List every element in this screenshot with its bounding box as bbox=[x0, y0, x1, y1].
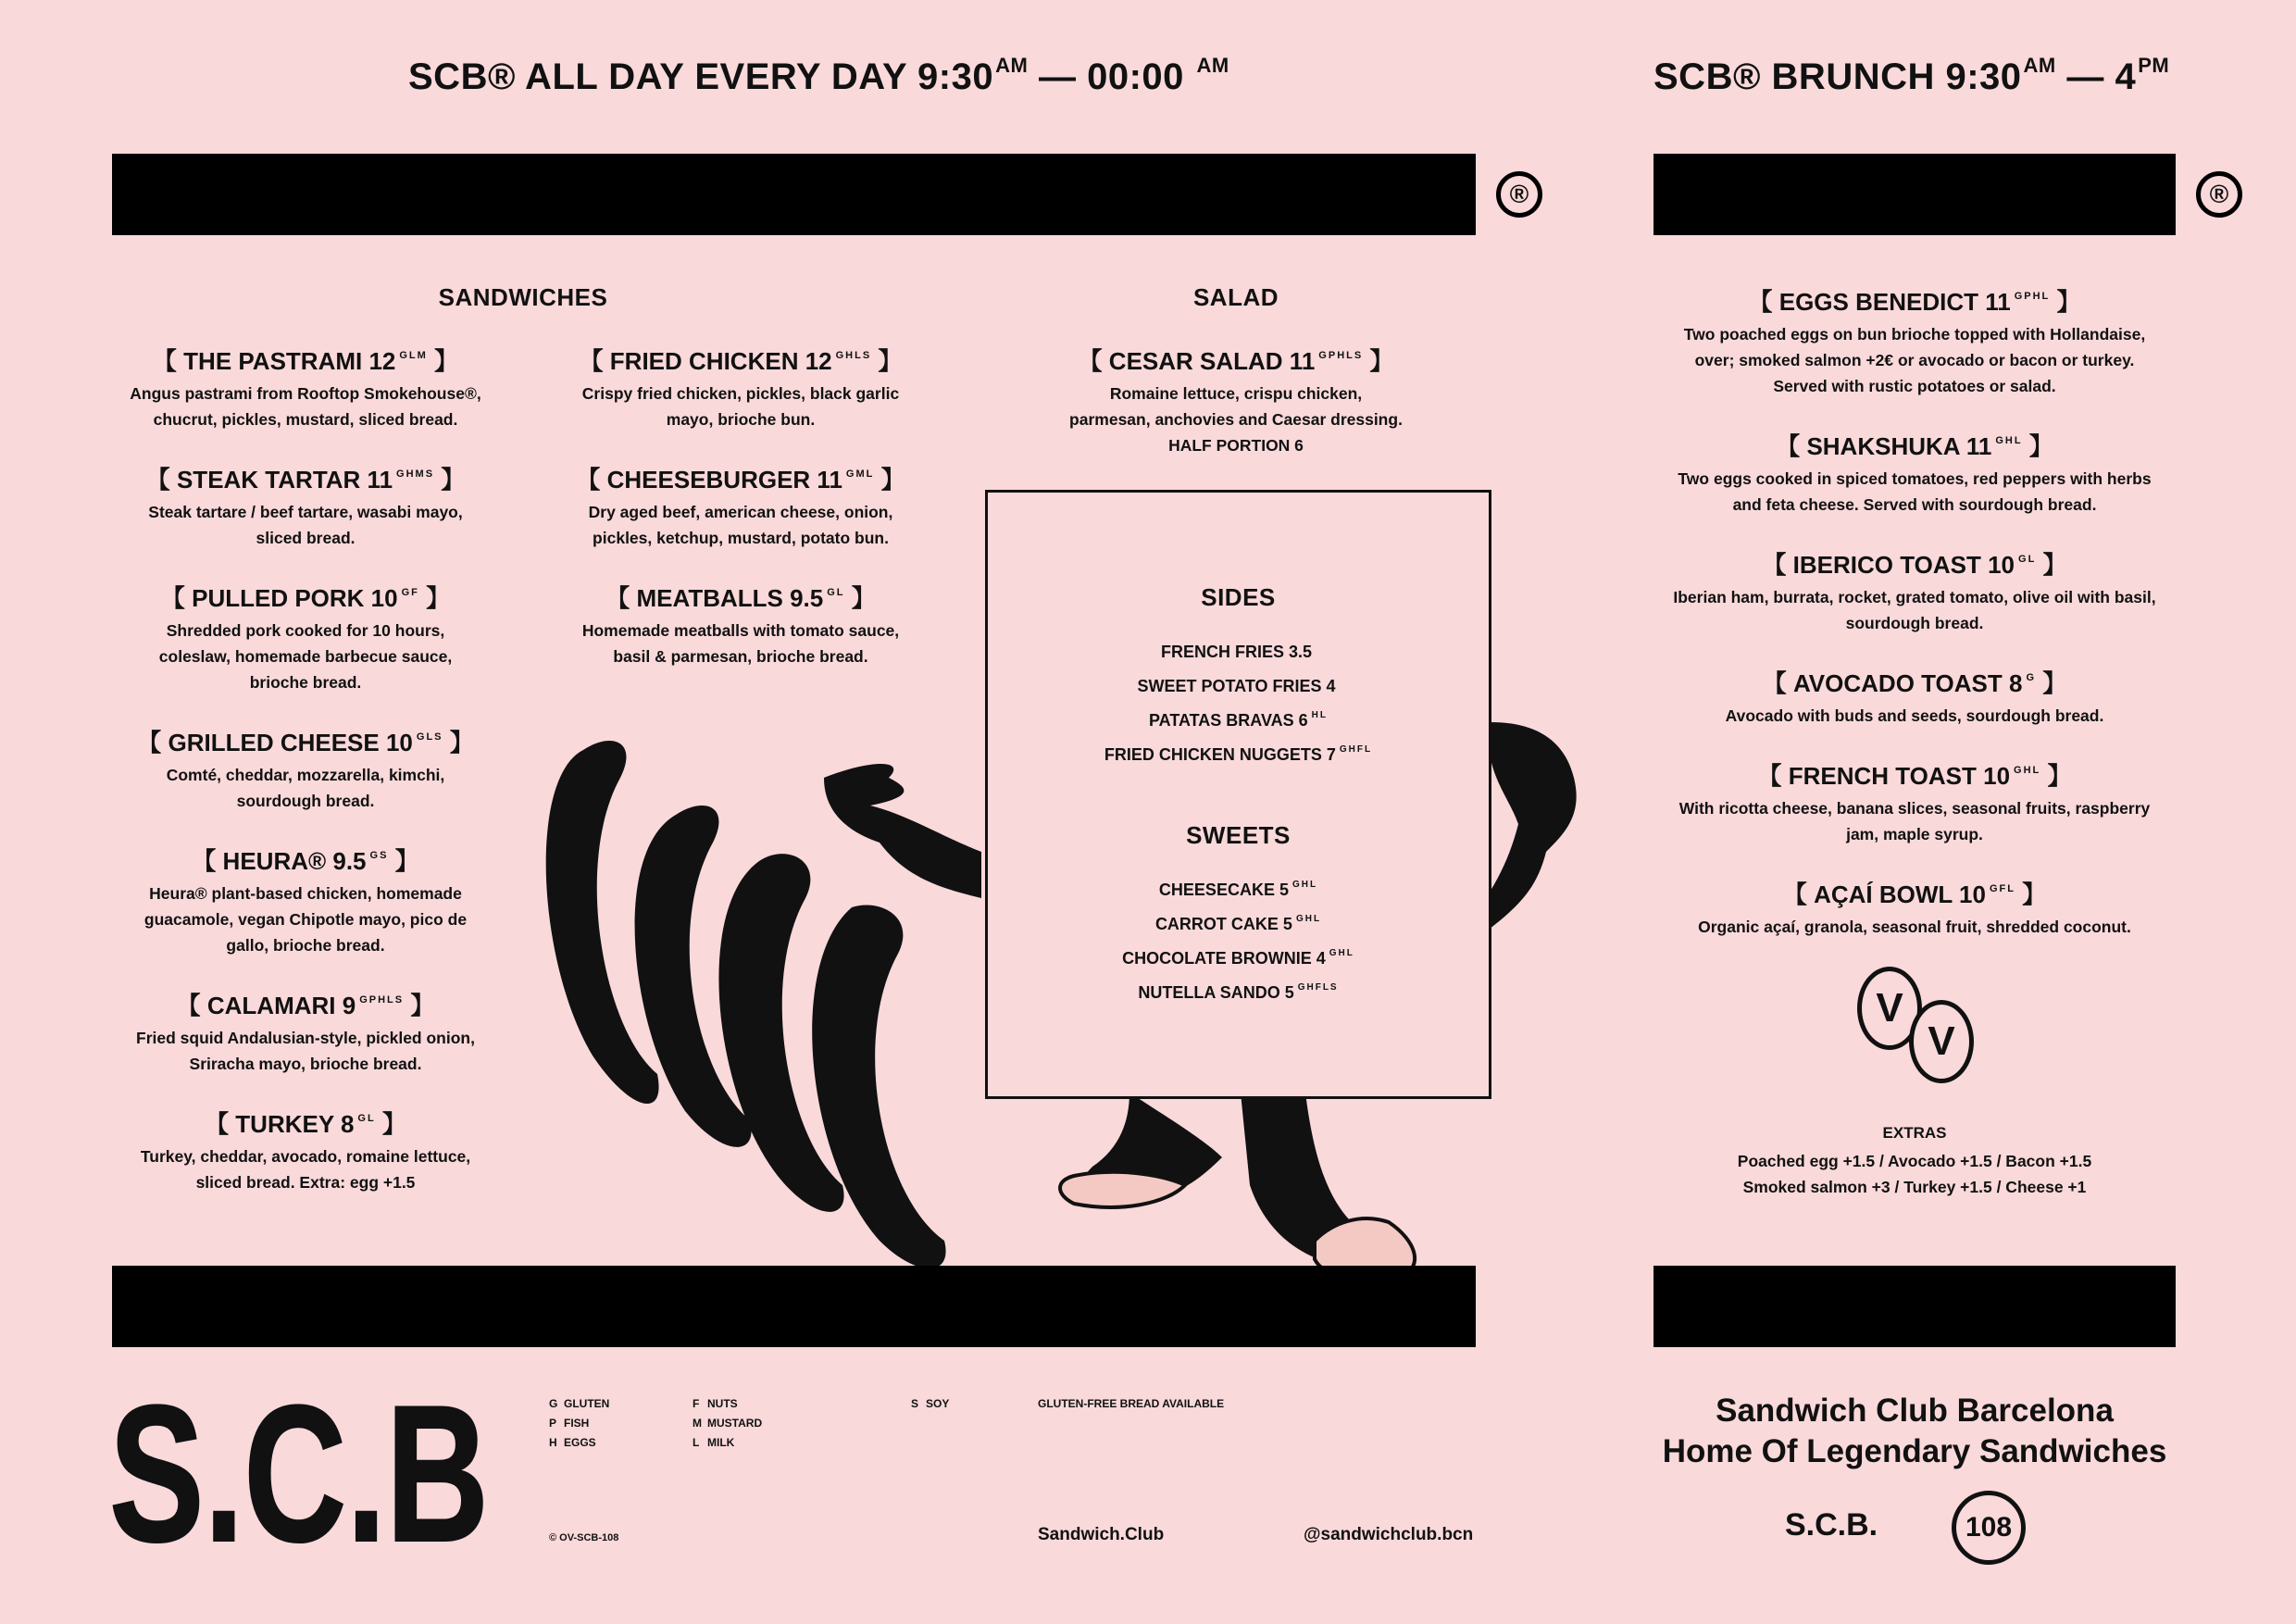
list-item: CHOCOLATE BROWNIE 4 $^{GHL}$ bbox=[1122, 948, 1354, 968]
extras-line: Poached egg +1.5 / Avocado +1.5 / Bacon +1.5 bbox=[1737, 1152, 2092, 1170]
list-item: FRIED CHICKEN NUGGETS 7 $^{GHFL}$ bbox=[1104, 744, 1373, 764]
menu-item: 【 CALAMARI 9 $^{GPHLS}$ 】 Fried squid Andalusian-style, pickled onion, Sriracha mayo, brioche bread. bbox=[136, 992, 475, 1073]
allergen-legend-col1: G GLUTEN P FISH H EGGS bbox=[549, 1397, 610, 1449]
brand-short: S.C.B. bbox=[1785, 1507, 1878, 1543]
extras-title: EXTRAS bbox=[1882, 1124, 1947, 1142]
motion-swirl-4 bbox=[812, 905, 945, 1268]
scb-logo bbox=[109, 1393, 498, 1559]
menu-item: 【 TURKEY 8 $^{GL}$ 】 Turkey, cheddar, avocado, romaine lettuce, sliced bread. Extra: egg +1.5 bbox=[140, 1110, 471, 1192]
list-item: CARROT CAKE 5 $^{GHL}$ bbox=[1154, 914, 1322, 933]
sides-list bbox=[988, 632, 1489, 769]
menu-item: 【 STEAK TARTAR 11 $^{GHMS}$ 】 Steak tartare / beef tartare, wasabi mayo, sliced bread. bbox=[145, 466, 466, 547]
left-hand bbox=[824, 764, 981, 898]
number-badge: 108 bbox=[1952, 1491, 2026, 1565]
registered-mark-icon: ® bbox=[1496, 171, 1542, 218]
gluten-free-note: GLUTEN-FREE BREAD AVAILABLE bbox=[1038, 1397, 1225, 1410]
all-day-title: SCB® ALL DAY EVERY DAY $9:30^{AM}$ — 00:00 $^{AM}$ bbox=[408, 54, 1229, 97]
list-item: SWEET POTATO FRIES 4 bbox=[1137, 677, 1336, 695]
menu-item: 【 CHEESEBURGER 11 $^{GML}$ 】 Dry aged beef, american cheese, onion, pickles, ketchup, mustard, potato bun. bbox=[576, 466, 905, 547]
website-link[interactable]: Sandwich.Club bbox=[1038, 1525, 1165, 1544]
menu-item: 【 AÇAÍ BOWL 10 $^{GFL}$ 】 Organic açaí, granola, seasonal fruit, shredded coconut. bbox=[1698, 881, 2131, 936]
menu-item: 【 AVOCADO TOAST 8 $^G$ 】 Avocado with buds and seeds, sourdough bread. bbox=[1725, 669, 2104, 725]
list-item: NUTELLA SANDO 5 $^{GHFLS}$ bbox=[1138, 982, 1339, 1002]
menu-item: 【 PULLED PORK 10 $^{GF}$ 】 Shredded pork cooked for 10 hours, coleslaw, homemade barbecue sauce, brioche bread. bbox=[158, 584, 453, 692]
sides-sweets-box bbox=[985, 490, 1491, 1099]
menu-item: 【 THE PASTRAMI 12 $^{GLM}$ 】 Angus pastrami from Rooftop Smokehouse®, chucrut, pickles, mustard, sliced bread. bbox=[130, 347, 481, 429]
menu-item-salad: 【 CESAR SALAD 11 $^{GPHLS}$ 】 Romaine lettuce, crispu chicken, parmesan, anchovies and Caesar dressing. HALF PORTION 6 bbox=[1069, 347, 1403, 455]
sweets-title: SWEETS bbox=[1186, 821, 1291, 849]
list-item: FRENCH FRIES 3.5 bbox=[1160, 643, 1313, 661]
left-foot bbox=[1060, 1172, 1185, 1207]
sandwiches-title: SANDWICHES bbox=[438, 283, 608, 311]
vegan-v-icon: V bbox=[1857, 967, 1922, 1050]
list-item: CHEESECAKE 5 $^{GHL}$ bbox=[1158, 880, 1318, 899]
allergen-legend-col3: S SOY bbox=[911, 1397, 950, 1410]
menu-item: 【 FRENCH TOAST 10 $^{GHL}$ 】 With ricotta cheese, banana slices, seasonal fruits, raspberry jam, maple syrup. bbox=[1678, 762, 2151, 843]
copyright-code: © OV-SCB-108 bbox=[549, 1532, 619, 1543]
bottom-bar-left bbox=[112, 1266, 1476, 1347]
list-item: PATATAS BRAVAS 6 $^{HL}$ bbox=[1148, 710, 1328, 730]
extras-line: Smoked salmon +3 / Turkey +1.5 / Cheese +1 bbox=[1742, 1178, 2087, 1196]
top-bar-left bbox=[112, 154, 1476, 235]
menu-item: 【 FRIED CHICKEN 12 $^{GHLS}$ 】 Crispy fried chicken, pickles, black garlic mayo, brioche bun. bbox=[579, 347, 903, 429]
menu-item: 【 EGGS BENEDICT 11 $^{GPHL}$ 】 Two poached eggs on bun brioche topped with Hollandaise, over; smoked salmon +2€ or avocado or bacon or turkey. Served with rustic potatoes or salad. bbox=[1683, 288, 2146, 395]
menu-item: 【 GRILLED CHEESE 10 $^{GLS}$ 】 Comté, cheddar, mozzarella, kimchi, sourdough bread. bbox=[137, 729, 474, 810]
vegetarian-v-icon: V bbox=[1909, 1000, 1974, 1083]
menu-item: 【 SHAKSHUKA 11 $^{GHL}$ 】 Two eggs cooked in spiced tomatoes, red peppers with herbs and feta cheese. Served with sourdough bread. bbox=[1678, 432, 2152, 514]
extras-block bbox=[1653, 1124, 2176, 1200]
menu-item: 【 HEURA® 9.5 $^{GS}$ 】 Heura® plant-based chicken, homemade guacamole, vegan Chipotle mayo, pico de gallo, brioche bread. bbox=[144, 847, 468, 955]
salad-title: SALAD bbox=[1192, 283, 1279, 311]
registered-mark-icon-right: ® bbox=[2196, 171, 2242, 218]
instagram-handle[interactable]: @sandwichclub.bcn bbox=[1304, 1525, 1474, 1544]
allergen-legend-col2: F NUTS M MUSTARD L MILK bbox=[693, 1397, 763, 1449]
brand-tagline: Sandwich Club Barcelona Home Of Legendary Sandwiches bbox=[1662, 1393, 2167, 1469]
sides-title: SIDES bbox=[1201, 583, 1276, 611]
brunch-title: SCB® BRUNCH $9:30^{AM}$ — $4^{PM}$ bbox=[1653, 54, 2170, 97]
scb-logo-text: S.C.B bbox=[109, 1393, 489, 1559]
menu-item: 【 IBERICO TOAST 10 $^{GL}$ 】 Iberian ham, burrata, rocket, grated tomato, olive oil with basil, sourdough bread. bbox=[1673, 551, 2156, 632]
top-bar-right bbox=[1653, 154, 2176, 235]
sweets-list bbox=[988, 870, 1489, 1007]
menu-item: 【 MEATBALLS 9.5 $^{GL}$ 】 Homemade meatballs with tomato sauce, basil & parmesan, brioche bread. bbox=[581, 584, 900, 666]
bottom-bar-right bbox=[1653, 1266, 2176, 1347]
